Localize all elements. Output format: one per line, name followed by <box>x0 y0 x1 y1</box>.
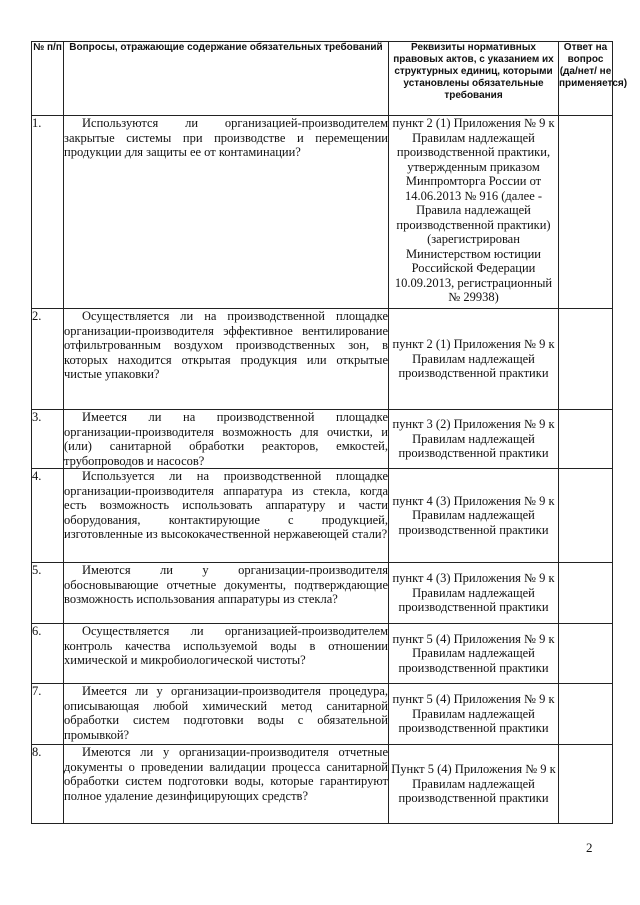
row-question: Используется ли на производственной площадке организации-производителя аппаратура из стекла, когда есть возможность использовать аппаратуру и части оборудования, контактирующие с продукцией, изготовленные из высококачественной нержавеющей стали? <box>64 469 389 563</box>
header-requisites: Реквизиты нормативных правовых актов, с указанием их структурных единиц, которыми установлены обязательные требования <box>389 42 559 116</box>
row-number: 5. <box>32 563 64 624</box>
row-question: Осуществляется ли на производственной площадке организации-производителя эффективное вентилирование отфильтрованным воздухом производственных зон, в которых находится открытая продукция или открытые чистые упаковки? <box>64 309 389 410</box>
row-number: 4. <box>32 469 64 563</box>
table-row <box>32 563 613 624</box>
row-answer[interactable] <box>559 684 613 745</box>
row-answer[interactable] <box>559 309 613 410</box>
row-question: Используются ли организацией-производителем закрытые системы при производстве и перемещении продукции для защиты ее от контаминации? <box>64 116 389 309</box>
table-row <box>32 469 613 563</box>
row-requisites: пункт 4 (3) Приложения № 9 к Правилам надлежащей производственной практики <box>389 469 559 563</box>
row-requisites: пункт 2 (1) Приложения № 9 к Правилам надлежащей производственной практики, утвержденным приказом Минпромторга России от 14.06.2013 № 916 (далее - Правила надлежащей производственной практики) (зарегистрирован Министерством юстиции Российской Федерации 10.09.2013, регистрационный № 29938) <box>389 116 559 309</box>
row-answer[interactable] <box>559 624 613 684</box>
row-answer[interactable] <box>559 469 613 563</box>
row-requisites: Пункт 5 (4) Приложения № 9 к Правилам надлежащей производственной практики <box>389 745 559 824</box>
row-answer[interactable] <box>559 745 613 824</box>
table-row <box>32 410 613 469</box>
table-row <box>32 624 613 684</box>
row-requisites: пункт 2 (1) Приложения № 9 к Правилам надлежащей производственной практики <box>389 309 559 410</box>
header-answer: Ответ на вопрос (да/нет/ не применяется) <box>559 42 613 116</box>
checklist-table <box>31 41 628 824</box>
header-row <box>32 42 613 116</box>
row-number: 1. <box>32 116 64 309</box>
row-number: 8. <box>32 745 64 824</box>
row-answer[interactable] <box>559 116 613 309</box>
row-number: 3. <box>32 410 64 469</box>
row-question: Осуществляется ли организацией-производителем контроль качества используемой воды в отношении химической и микробиологической чистоты? <box>64 624 389 684</box>
row-number: 2. <box>32 309 64 410</box>
row-question: Имеется ли на производственной площадке организации-производителя возможность для очистки, и (или) санитарной обработки реакторов, емкостей, трубопроводов и насосов? <box>64 410 388 468</box>
row-question: Имеется ли у организации-производителя процедура, описывающая любой химический метод санитарной обработки систем подготовки воды с обязательной промывкой? <box>64 684 389 745</box>
row-requisites: пункт 5 (4) Приложения № 9 к Правилам надлежащей производственной практики <box>389 684 559 745</box>
row-question: Имеются ли у организации-производителя отчетные документы о проведении валидации процесса санитарной обработки систем подготовки воды, которые гарантируют полное удаление дезинфицирующих средств? <box>64 745 389 824</box>
table-row <box>32 116 613 309</box>
table-row <box>32 745 613 824</box>
header-question: Вопросы, отражающие содержание обязательных требований <box>64 42 389 116</box>
row-requisites: пункт 4 (3) Приложения № 9 к Правилам надлежащей производственной практики <box>389 563 559 624</box>
row-number: 6. <box>32 624 64 684</box>
row-question: Имеются ли у организации-производителя обосновывающие отчетные документы, подтверждающие возможность использования аппаратуры из стекла? <box>64 563 389 624</box>
table-row <box>32 684 613 745</box>
row-requisites: пункт 5 (4) Приложения № 9 к Правилам надлежащей производственной практики <box>389 624 559 684</box>
row-requisites: пункт 3 (2) Приложения № 9 к Правилам надлежащей производственной практики <box>389 410 559 469</box>
table-row <box>32 309 613 410</box>
row-answer[interactable] <box>559 410 613 469</box>
page-number: 2 <box>586 840 593 855</box>
row-answer[interactable] <box>559 563 613 624</box>
header-number: № п/п <box>32 42 64 116</box>
row-number: 7. <box>32 684 64 745</box>
